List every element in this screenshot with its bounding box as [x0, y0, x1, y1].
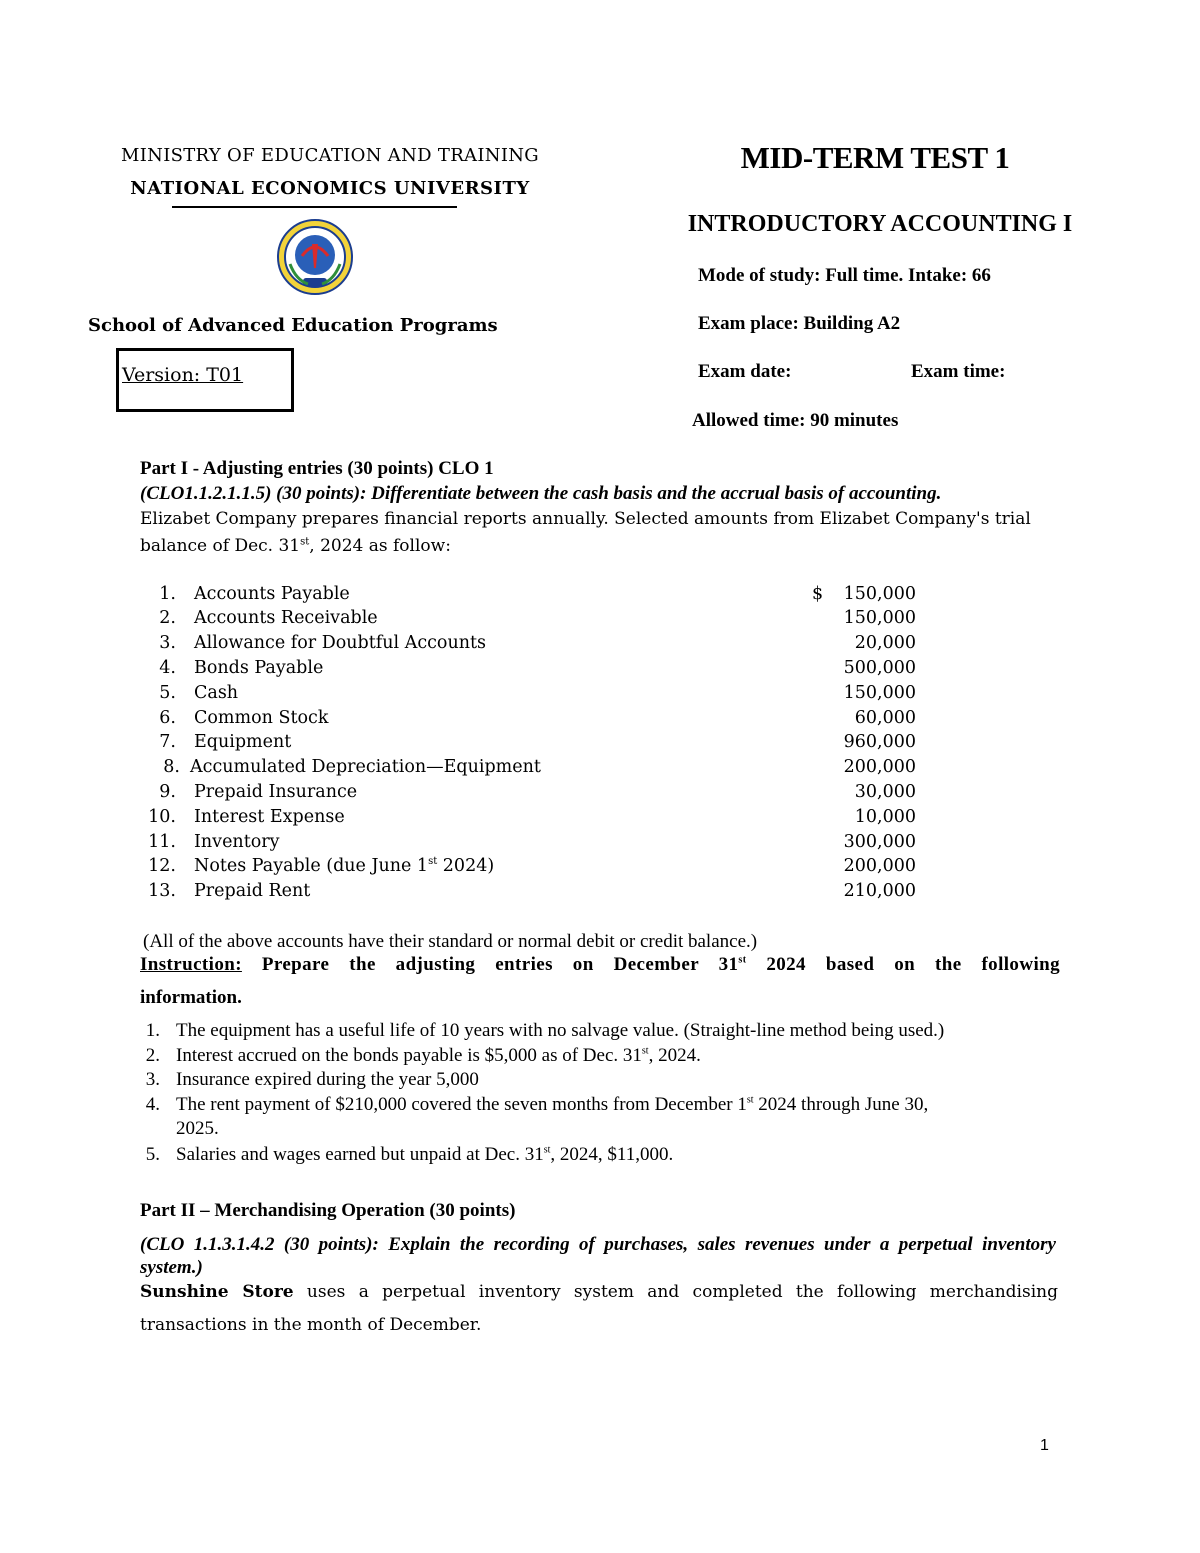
account-name: Interest Expense — [194, 807, 345, 827]
part2-text-line1: Sunshine Store uses a perpetual inventory system and completed the following merchandising — [140, 1282, 1058, 1302]
account-amount: 150,000 — [843, 584, 916, 604]
allowed-time: Allowed time: 90 minutes — [692, 410, 899, 431]
test-title: MID-TERM TEST 1 — [740, 140, 1010, 175]
account-name: Accounts Receivable — [194, 608, 378, 628]
account-name: Bonds Payable — [194, 658, 324, 678]
account-number: 4. — [159, 658, 176, 678]
account-amount: 10,000 — [854, 807, 916, 827]
account-name: Notes Payable (due June 1st 2024) — [194, 856, 495, 876]
ministry-name: MINISTRY OF EDUCATION AND TRAINING — [121, 145, 539, 166]
exam-time-label: Exam time: — [911, 361, 1006, 382]
account-number: 8. — [163, 757, 180, 777]
instruction-line2: information. — [140, 987, 242, 1008]
account-amount: 20,000 — [854, 633, 916, 653]
course-title: INTRODUCTORY ACCOUNTING I — [687, 211, 1073, 237]
instruction: Instruction: Prepare the adjusting entries on December 31st 2024 based on the following — [140, 954, 1060, 975]
account-number: 12. — [148, 856, 176, 876]
accounts-note: (All of the above accounts have their standard or normal debit or credit balance.) — [143, 931, 758, 952]
item-text: The equipment has a useful life of 10 years with no salvage value. (Straight-line method being used.) — [176, 1020, 945, 1041]
account-amount: 300,000 — [843, 832, 916, 852]
account-number: 11. — [148, 832, 176, 852]
item-text-continued: 2025. — [176, 1118, 219, 1139]
part2-heading: Part II – Merchandising Operation (30 points) — [140, 1200, 516, 1221]
item-text: Salaries and wages earned but unpaid at Dec. 31st, 2024, $11,000. — [176, 1144, 674, 1165]
account-name: Prepaid Insurance — [194, 782, 358, 802]
version-label: Version: T01 — [122, 364, 244, 386]
account-name: Cash — [194, 683, 239, 703]
item-number: 3. — [145, 1069, 160, 1090]
school-name: School of Advanced Education Programs — [88, 315, 498, 336]
account-amount: 60,000 — [854, 708, 916, 728]
account-number: 5. — [159, 683, 176, 703]
item-number: 4. — [145, 1094, 160, 1115]
account-amount: 200,000 — [843, 856, 916, 876]
item-text: Interest accrued on the bonds payable is $5,000 as of Dec. 31st, 2024. — [176, 1045, 701, 1066]
divider-line — [172, 206, 457, 208]
account-number: 10. — [148, 807, 176, 827]
part1-clo: (CLO1.1.2.1.1.5) (30 points): Differentiate between the cash basis and the accrual basis of accounting. — [140, 483, 942, 504]
account-amount: 30,000 — [854, 782, 916, 802]
university-logo — [276, 218, 354, 296]
account-name: Accumulated Depreciation—Equipment — [190, 757, 541, 777]
account-name: Common Stock — [194, 708, 329, 728]
part1-intro-line2: balance of Dec. 31st, 2024 as follow: — [140, 536, 451, 556]
account-number: 3. — [159, 633, 176, 653]
account-name: Inventory — [194, 832, 280, 852]
account-name: Allowance for Doubtful Accounts — [194, 633, 487, 653]
page-number: 1 — [1040, 1437, 1049, 1454]
part2-clo: (CLO 1.1.3.1.4.2 (30 points): Explain the recording of purchases, sales revenues under a perpetual inventory system.) — [140, 1234, 1056, 1278]
account-name: Accounts Payable — [194, 584, 350, 604]
account-amount: 210,000 — [843, 881, 916, 901]
exam-place: Exam place: Building A2 — [698, 313, 901, 334]
account-amount: 200,000 — [843, 757, 916, 777]
part2-text-line2: transactions in the month of December. — [140, 1315, 482, 1335]
item-number: 1. — [145, 1020, 160, 1041]
account-amount: 150,000 — [843, 608, 916, 628]
currency-symbol: $ — [812, 584, 824, 604]
account-name: Prepaid Rent — [194, 881, 311, 901]
account-number: 2. — [159, 608, 176, 628]
part1-heading: Part I - Adjusting entries (30 points) CLO 1 — [140, 458, 494, 479]
exam-date-label: Exam date: — [698, 361, 792, 382]
item-number: 5. — [145, 1144, 160, 1165]
account-number: 6. — [159, 708, 176, 728]
account-number: 1. — [159, 584, 176, 604]
account-number: 13. — [148, 881, 176, 901]
account-number: 9. — [159, 782, 176, 802]
university-name: NATIONAL ECONOMICS UNIVERSITY — [130, 178, 530, 199]
item-text: The rent payment of $210,000 covered the seven months from December 1st 2024 through June 30, — [176, 1094, 929, 1115]
mode-of-study: Mode of study: Full time. Intake: 66 — [698, 265, 991, 286]
account-amount: 960,000 — [843, 732, 916, 752]
item-number: 2. — [145, 1045, 160, 1066]
account-amount: 150,000 — [843, 683, 916, 703]
part1-intro-line1: Elizabet Company prepares financial reports annually. Selected amounts from Elizabet Company's trial — [140, 509, 1031, 529]
item-text: Insurance expired during the year 5,000 — [176, 1069, 479, 1090]
account-name: Equipment — [194, 732, 292, 752]
account-amount: 500,000 — [843, 658, 916, 678]
account-number: 7. — [159, 732, 176, 752]
